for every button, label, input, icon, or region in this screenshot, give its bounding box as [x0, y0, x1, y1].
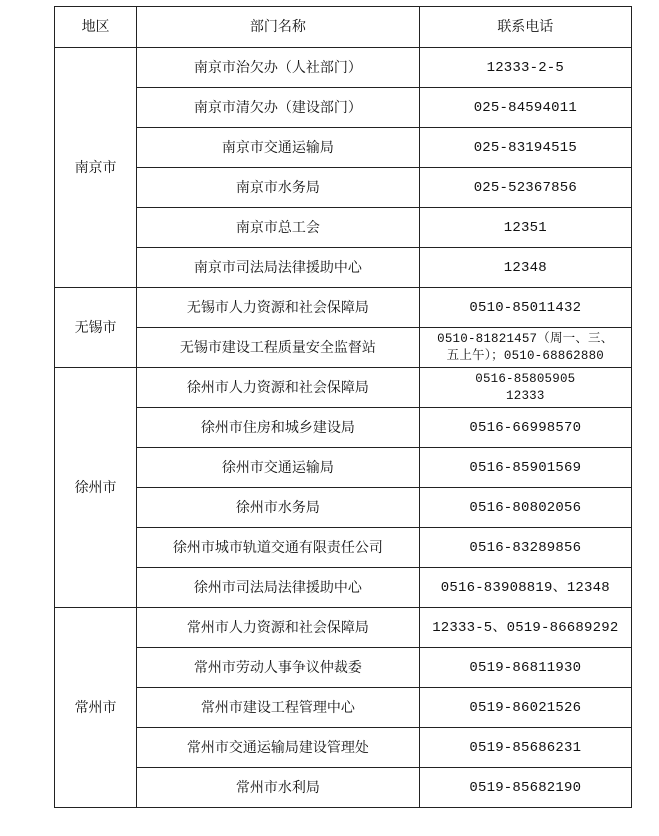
- table-row: [55, 208, 632, 248]
- phone-cell: 0516-66998570: [419, 408, 631, 448]
- phone-line: 12333: [506, 388, 545, 403]
- phone-line: 0516-85805905: [475, 371, 576, 386]
- phone-cell: 0519-86811930: [419, 648, 631, 688]
- table-header-row: [55, 7, 632, 48]
- region-cell-changzhou: 常州市: [55, 608, 137, 808]
- phone-cell: 0519-86021526: [419, 688, 631, 728]
- table-row: [55, 288, 632, 328]
- table-row: [55, 88, 632, 128]
- department-cell: 南京市清欠办（建设部门）: [137, 88, 419, 128]
- table-row: [55, 248, 632, 288]
- region-cell-xuzhou: 徐州市: [55, 368, 137, 608]
- table-row: [55, 608, 632, 648]
- phone-cell: [419, 368, 631, 408]
- department-cell: 徐州市交通运输局: [137, 448, 419, 488]
- table-row: [55, 448, 632, 488]
- header-phone: 联系电话: [419, 7, 631, 48]
- department-cell: 徐州市人力资源和社会保障局: [137, 368, 419, 408]
- phone-cell: 12348: [419, 248, 631, 288]
- table-row: [55, 768, 632, 808]
- table-row: [55, 48, 632, 88]
- phone-cell: 12351: [419, 208, 631, 248]
- table-row: [55, 648, 632, 688]
- department-cell: 南京市总工会: [137, 208, 419, 248]
- department-cell: 无锡市人力资源和社会保障局: [137, 288, 419, 328]
- department-cell: 常州市交通运输局建设管理处: [137, 728, 419, 768]
- phone-cell: 025-83194515: [419, 128, 631, 168]
- phone-cell: 025-52367856: [419, 168, 631, 208]
- department-cell: 常州市建设工程管理中心: [137, 688, 419, 728]
- table-row: [55, 368, 632, 408]
- department-cell: 徐州市住房和城乡建设局: [137, 408, 419, 448]
- department-cell: 南京市治欠办（人社部门）: [137, 48, 419, 88]
- table-row: [55, 128, 632, 168]
- region-cell-wuxi: 无锡市: [55, 288, 137, 368]
- header-department: 部门名称: [137, 7, 419, 48]
- department-cell: 南京市司法局法律援助中心: [137, 248, 419, 288]
- phone-cell: 025-84594011: [419, 88, 631, 128]
- table-row: [55, 408, 632, 448]
- phone-cell: 12333-5、0519-86689292: [419, 608, 631, 648]
- department-cell: 常州市水利局: [137, 768, 419, 808]
- phone-line: 五上午）；0510-68862880: [446, 348, 604, 363]
- phone-cell: 0516-83289856: [419, 528, 631, 568]
- table-row: [55, 328, 632, 368]
- department-cell: 徐州市城市轨道交通有限责任公司: [137, 528, 419, 568]
- table-row: [55, 688, 632, 728]
- phone-cell: 0519-85686231: [419, 728, 631, 768]
- table-row: [55, 488, 632, 528]
- phone-cell: 0510-85011432: [419, 288, 631, 328]
- header-region: 地区: [55, 7, 137, 48]
- phone-cell: [419, 328, 631, 368]
- region-cell-nanjing: 南京市: [55, 48, 137, 288]
- department-cell: 南京市交通运输局: [137, 128, 419, 168]
- department-cell: 徐州市水务局: [137, 488, 419, 528]
- phone-cell: 12333-2-5: [419, 48, 631, 88]
- table-row: [55, 728, 632, 768]
- contacts-table: [54, 6, 632, 808]
- department-cell: 无锡市建设工程质量安全监督站: [137, 328, 419, 368]
- phone-cell: 0516-83908819、12348: [419, 568, 631, 608]
- phone-cell: 0519-85682190: [419, 768, 631, 808]
- phone-cell: 0516-80802056: [419, 488, 631, 528]
- table-row: [55, 168, 632, 208]
- department-cell: 常州市人力资源和社会保障局: [137, 608, 419, 648]
- table-row: [55, 528, 632, 568]
- table-row: [55, 568, 632, 608]
- phone-line: 0510-81821457（周一、三、: [437, 331, 614, 346]
- department-cell: 徐州市司法局法律援助中心: [137, 568, 419, 608]
- department-cell: 常州市劳动人事争议仲裁委: [137, 648, 419, 688]
- department-cell: 南京市水务局: [137, 168, 419, 208]
- phone-cell: 0516-85901569: [419, 448, 631, 488]
